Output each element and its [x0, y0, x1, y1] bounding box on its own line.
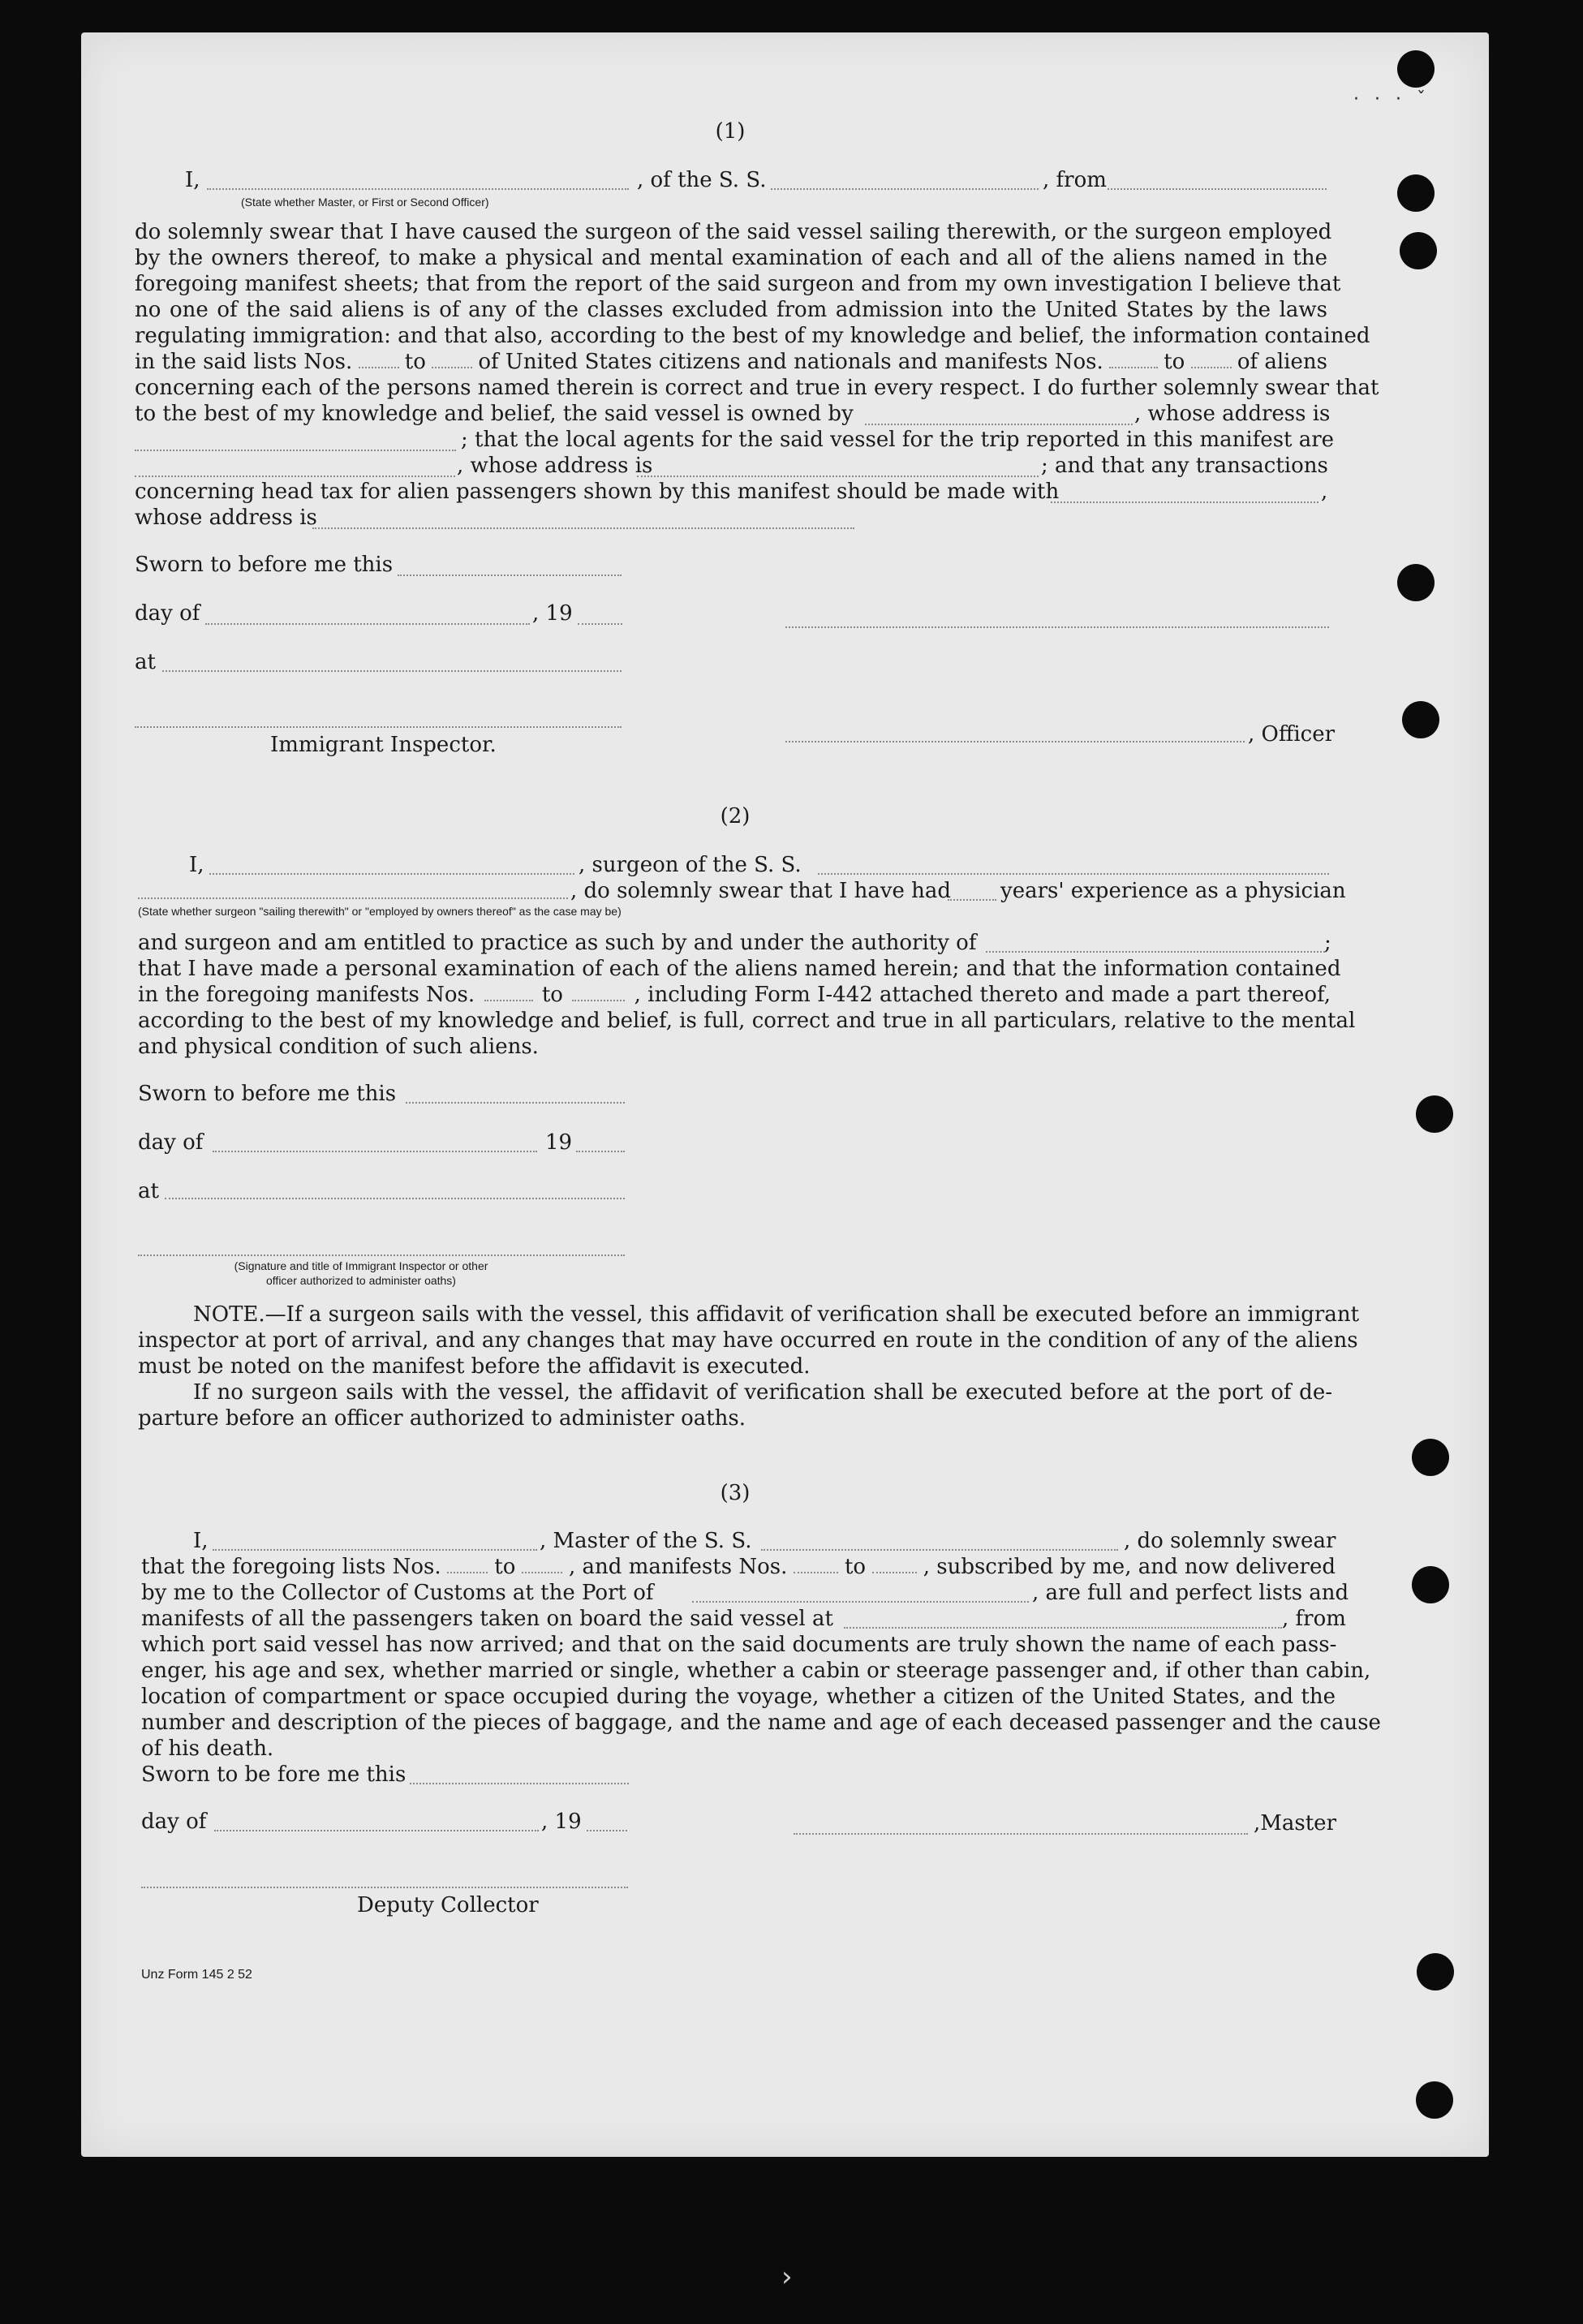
deputy-collector-label: Deputy Collector — [357, 1893, 539, 1917]
text-line — [141, 1554, 1336, 1580]
blank-line — [794, 1554, 838, 1573]
speck-marks: · · · ˇ — [1353, 89, 1430, 110]
blank-line — [359, 349, 399, 368]
oath-label: I, — [193, 1529, 209, 1553]
oath-paragraph — [138, 956, 1341, 982]
oath-label: , of the S. S. — [637, 168, 767, 192]
year-label: , 19 — [532, 601, 573, 626]
punch-hole — [1400, 232, 1437, 269]
blank-line — [948, 899, 996, 901]
officer-label: , Officer — [1248, 722, 1336, 747]
text-segment: to — [494, 1555, 516, 1579]
sworn-label: Sworn to before me this — [138, 1082, 397, 1106]
text-line: regulating immigration: and that also, according to the best of my knowledge and belief, the information contained — [135, 324, 1370, 348]
blank-line — [135, 450, 456, 451]
field-instruction: (State whether Master, or First or Second Officer) — [241, 196, 489, 209]
punch-hole — [1416, 1095, 1453, 1133]
day-label: day of — [138, 1130, 204, 1155]
signature-line — [135, 726, 622, 728]
text-line: must be noted on the manifest before the affidavit is executed. — [138, 1354, 811, 1379]
blank-line — [410, 1783, 629, 1784]
signature-line — [794, 1833, 1248, 1835]
section-number: (2) — [720, 804, 751, 828]
blank-line — [1191, 349, 1232, 368]
punch-hole — [1412, 1566, 1449, 1603]
blank-line — [207, 188, 629, 190]
text-line: , — [1321, 480, 1328, 504]
blank-line — [1109, 349, 1158, 368]
note-paragraph — [138, 1302, 1360, 1354]
blank-line — [872, 1554, 917, 1573]
signature-line — [138, 1255, 625, 1256]
blank-line — [522, 1554, 562, 1573]
sworn-label: Sworn to before me this — [135, 553, 394, 577]
sworn-label: Sworn to be fore me this — [141, 1762, 407, 1787]
blank-line — [484, 982, 533, 1001]
blank-line — [844, 1627, 1282, 1629]
section-number: (3) — [720, 1481, 751, 1505]
at-label: at — [135, 650, 156, 674]
text-line: which port said vessel has now arrived; and that on the said documents are truly shown the name of each pass- — [141, 1633, 1337, 1657]
master-label: ,Master — [1254, 1811, 1336, 1836]
text-line: , from — [1282, 1607, 1346, 1631]
text-line: enger, his age and sex, whether married or single, whether a cabin or steerage passenger and, if other than cabin, — [141, 1659, 1371, 1683]
text-segment: , including Form I-442 attached thereto and made a part thereof, — [634, 983, 1331, 1007]
inspector-label: Immigrant Inspector. — [270, 733, 497, 757]
blank-line — [576, 1151, 625, 1152]
text-line: to the best of my knowledge and belief, the said vessel is owned by — [135, 402, 854, 426]
year-label: , 19 — [541, 1810, 582, 1834]
blank-line — [587, 1830, 627, 1831]
blank-line — [165, 1198, 625, 1199]
text-line: do solemnly swear that I have caused the surgeon of the said vessel sailing therewith, or the surgeon employed — [135, 220, 1332, 244]
text-segment: of United States citizens and nationals and manifests Nos. — [478, 350, 1103, 374]
text-line: inspector at port of arrival, and any changes that may have occurred en route in the condition of any of the aliens — [138, 1328, 1358, 1353]
at-label: at — [138, 1179, 159, 1203]
blank-line — [761, 1549, 1118, 1551]
punch-hole — [1397, 50, 1435, 88]
oath-label: , do solemnly swear that I have had — [570, 879, 952, 903]
punch-hole — [1412, 1439, 1449, 1476]
text-line: concerning head tax for alien passengers shown by this manifest should be made with — [135, 480, 1060, 504]
text-segment: of aliens — [1237, 350, 1327, 374]
oath-label: , Master of the S. S. — [540, 1529, 752, 1553]
signature-line — [785, 741, 1245, 742]
blank-line — [312, 527, 854, 529]
punch-hole — [1417, 1953, 1454, 1990]
punch-hole — [1416, 2081, 1453, 2119]
oath-label: I, — [189, 853, 204, 877]
oath-paragraph — [135, 375, 1379, 401]
oath-label: I, — [185, 168, 200, 192]
punch-hole — [1402, 701, 1439, 738]
blank-line — [572, 982, 625, 1001]
blank-line — [213, 1549, 537, 1551]
note-paragraph — [138, 1379, 1332, 1405]
text-line: no one of the said aliens is of any of the classes excluded from admission into the United States by the laws — [135, 298, 1327, 322]
text-line: parture before an officer authorized to administer oaths. — [138, 1406, 746, 1431]
blank-line — [138, 897, 568, 899]
form-number: Unz Form 145 2 52 — [141, 1968, 252, 1982]
oath-paragraph — [138, 1008, 1356, 1034]
blank-line — [406, 1102, 625, 1104]
blank-line — [135, 476, 455, 477]
text-line: whose address is — [135, 506, 317, 530]
blank-line — [692, 1601, 1029, 1603]
text-line: by me to the Collector of Customs at the Port of — [141, 1581, 654, 1605]
blank-line — [637, 476, 1039, 477]
signature-line — [785, 626, 1329, 628]
text-line: manifests of all the passengers taken on board the said vessel at — [141, 1607, 833, 1631]
text-segment: that the foregoing lists Nos. — [141, 1555, 441, 1579]
oath-paragraph — [141, 1632, 1381, 1736]
oath-label: , do solemnly swear — [1124, 1529, 1336, 1553]
text-line: , whose address is — [457, 454, 653, 478]
text-line: that I have made a personal examination of each of the aliens named herein; and that the information contained — [138, 957, 1341, 981]
scan-artifact-mark: › — [781, 2261, 793, 2293]
text-segment: , and manifests Nos. — [569, 1555, 788, 1579]
oath-label: years' experience as a physician — [1000, 879, 1346, 903]
section-number: (1) — [715, 119, 746, 144]
blank-line — [986, 951, 1325, 953]
text-line: , are full and perfect lists and — [1032, 1581, 1349, 1605]
text-segment: to — [541, 983, 563, 1007]
text-line: ; and that any transactions — [1041, 454, 1328, 478]
blank-line — [398, 575, 622, 576]
text-line: by the owners thereof, to make a physical and mental examination of each and all of the aliens named in the — [135, 246, 1327, 270]
text-line: If no surgeon sails with the vessel, the affidavit of verification shall be executed before at the port of de- — [193, 1380, 1332, 1405]
text-line: number and description of the pieces of baggage, and the name and age of each deceased passenger and the cause — [141, 1711, 1381, 1735]
blank-line — [214, 1830, 539, 1831]
text-segment: in the said lists Nos. — [135, 350, 353, 374]
text-line: NOTE.—If a surgeon sails with the vessel, this affidavit of verification shall be executed before an immigrant — [193, 1302, 1360, 1327]
blank-line — [213, 1151, 537, 1152]
text-line: , whose address is — [1134, 402, 1331, 426]
blank-line — [1108, 188, 1327, 190]
text-line: ; that the local agents for the said vessel for the trip reported in this manifest are — [461, 428, 1335, 452]
blank-line — [865, 424, 1133, 425]
field-instruction: (State whether surgeon "sailing therewith" or "employed by owners thereof" as the case may be) — [138, 905, 622, 918]
blank-line — [447, 1554, 488, 1573]
text-line: of his death. — [141, 1737, 274, 1761]
text-line: according to the best of my knowledge and belief, is full, correct and true in all particulars, relative to the mental — [138, 1009, 1356, 1033]
text-segment: in the foregoing manifests Nos. — [138, 983, 475, 1007]
text-line: ; — [1324, 931, 1331, 955]
text-line — [138, 982, 1331, 1008]
text-line — [135, 349, 1327, 375]
blank-line — [771, 188, 1039, 190]
text-line: and surgeon and am entitled to practice as such by and under the authority of — [138, 931, 977, 955]
text-segment: to — [404, 350, 426, 374]
blank-line — [209, 873, 574, 875]
blank-line — [205, 623, 530, 625]
oath-label: , from — [1043, 168, 1107, 192]
punch-hole — [1397, 564, 1435, 601]
blank-line — [1051, 501, 1318, 503]
text-line: foregoing manifest sheets; that from the report of the said surgeon and from my own investigation I believe that — [135, 272, 1341, 296]
year-label: 19 — [545, 1130, 573, 1155]
blank-line — [578, 623, 622, 625]
blank-line — [432, 349, 472, 368]
signature-line — [141, 1887, 628, 1888]
signature-instruction: officer authorized to administer oaths) — [266, 1274, 456, 1287]
signature-instruction: (Signature and title of Immigrant Inspector or other — [234, 1259, 488, 1272]
oath-label: , surgeon of the S. S. — [579, 853, 802, 877]
text-line: concerning each of the persons named therein is correct and true in every respect. I do further solemnly swear that — [135, 376, 1379, 400]
blank-line — [162, 670, 622, 672]
text-segment: to — [1164, 350, 1185, 374]
text-line: location of compartment or space occupied during the voyage, whether a citizen of the United States, and the — [141, 1685, 1336, 1709]
day-label: day of — [141, 1810, 207, 1834]
text-line: and physical condition of such aliens. — [138, 1035, 539, 1059]
text-segment: to — [844, 1555, 867, 1579]
oath-paragraph — [135, 219, 1370, 349]
text-segment: , subscribed by me, and now delivered — [923, 1555, 1336, 1579]
blank-line — [818, 873, 1329, 875]
day-label: day of — [135, 601, 200, 626]
punch-hole — [1397, 174, 1435, 212]
